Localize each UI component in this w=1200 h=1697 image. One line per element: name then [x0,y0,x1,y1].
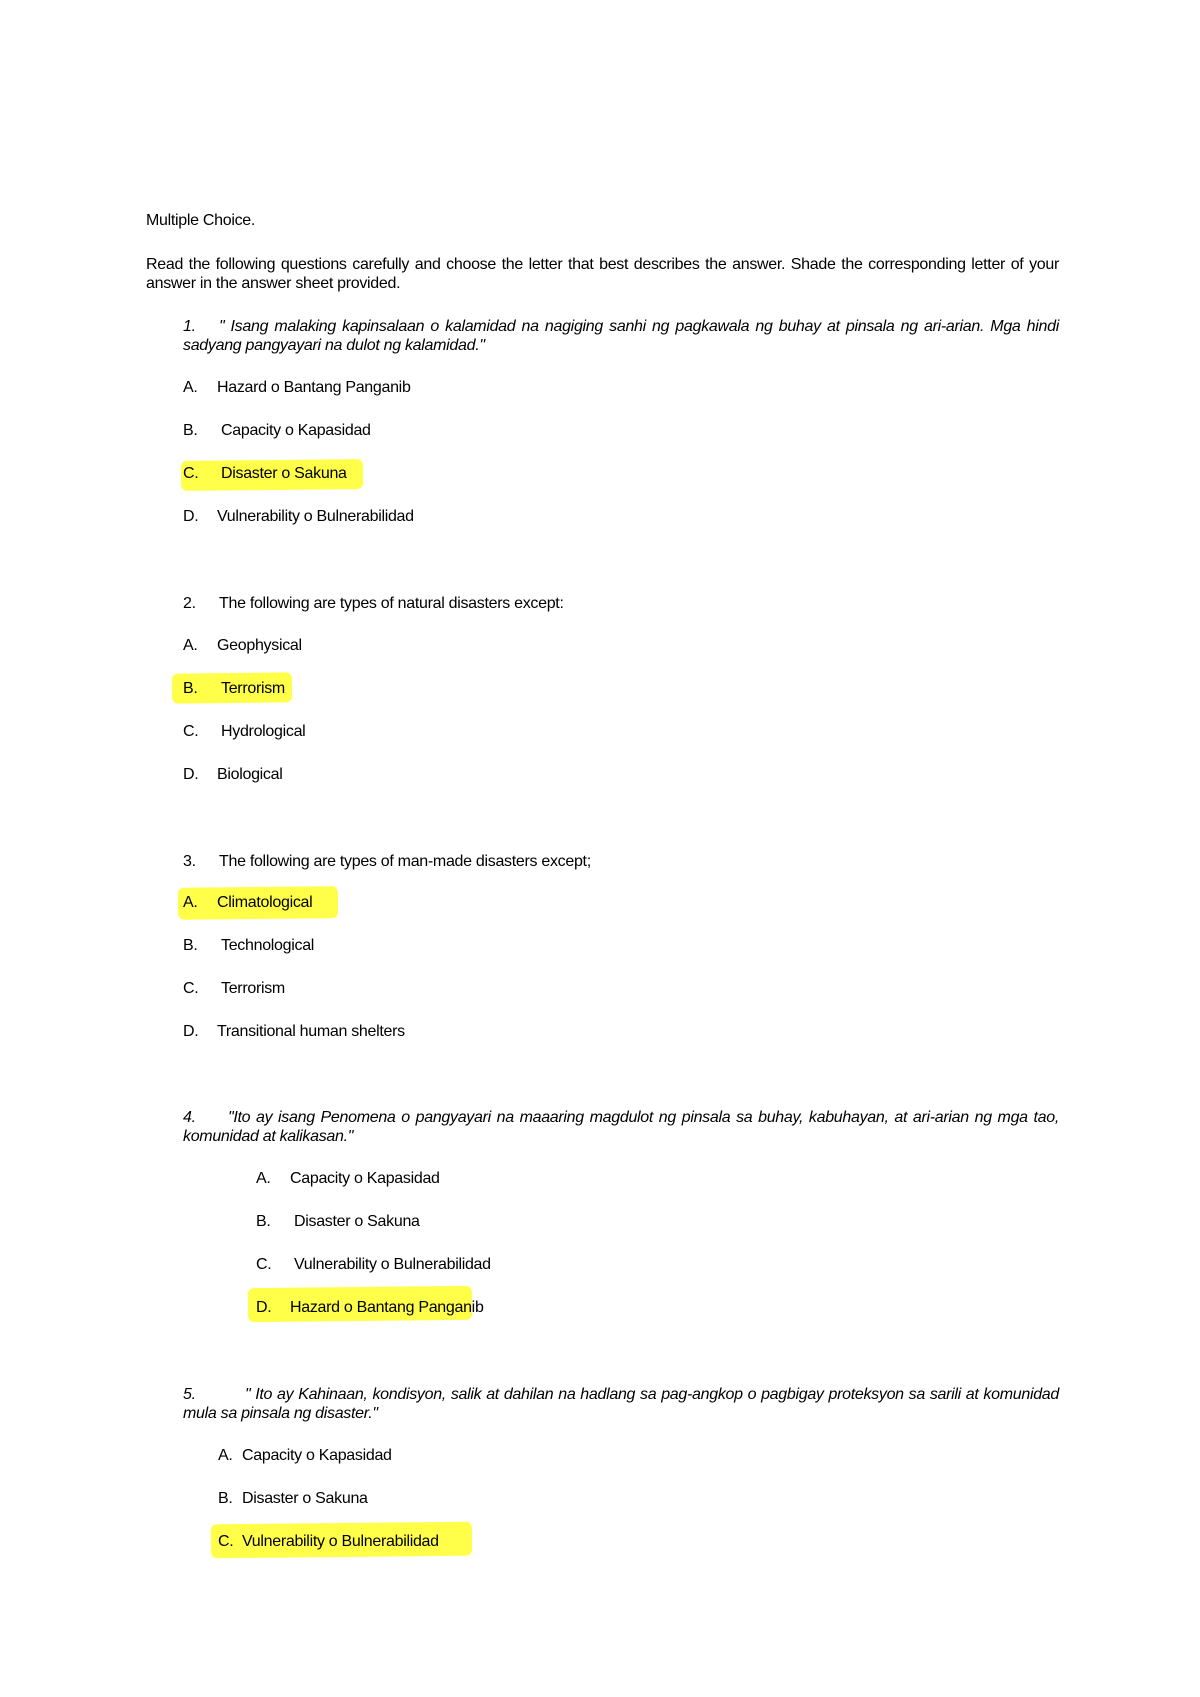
option-letter: A. [183,637,198,654]
question-number: 3. [183,853,196,870]
option-letter: C. [183,980,199,997]
question-text: " Isang malaking kapinsalaan o kalamidad na nagiging sanhi ng pagkawala ng buhay at pinsala ng ari-arian. Mga hindi sadyang pangyayari na dulot ng kalamidad." [183,318,1059,354]
option-letter: D. [183,766,199,783]
option-text: Hydrological [221,723,306,740]
option-letter: D. [183,508,199,525]
option-letter: C. [256,1256,272,1273]
question-number: 4. [183,1109,196,1126]
option-5a[interactable] [218,1447,392,1465]
question-3 [183,852,1059,871]
option-1a[interactable] [183,379,411,397]
option-3b[interactable] [183,937,314,955]
question-2 [183,594,1059,613]
option-text: Transitional human shelters [217,1023,405,1040]
option-1c[interactable] [183,465,347,483]
option-letter: C. [183,465,199,482]
option-5b[interactable] [218,1490,368,1508]
question-5 [183,1385,1059,1423]
option-text: Terrorism [221,980,285,997]
option-1d[interactable] [183,508,414,526]
option-letter: B. [256,1213,271,1230]
document-heading: Multiple Choice. [146,212,256,229]
option-letter: C. [218,1533,234,1550]
question-text: The following are types of natural disasters except: [219,595,564,612]
question-number: 5. [183,1386,196,1403]
option-letter: D. [256,1299,272,1316]
question-text: " Ito ay Kahinaan, kondisyon, salik at dahilan na hadlang sa pag-angkop o pagbigay proteksyon sa sarili at komunidad mula sa pinsala ng disaster." [183,1386,1059,1422]
option-4d[interactable] [256,1299,484,1317]
question-text: The following are types of man-made disasters except; [219,853,591,870]
option-text: Biological [217,766,283,783]
option-4b[interactable] [256,1213,420,1231]
instructions-text: Read the following questions carefully and choose the letter that best describes the answer. Shade the corresponding letter of your answer in the answer sheet provided. [146,256,1059,292]
option-text: Climatological [217,894,313,911]
option-3d[interactable] [183,1023,405,1041]
option-5c[interactable] [218,1533,439,1551]
option-2c[interactable] [183,723,305,741]
question-number: 2. [183,595,196,612]
option-2a[interactable] [183,637,302,655]
option-letter: B. [218,1490,233,1507]
option-letter: B. [183,422,198,439]
option-text: Hazard o Bantang Panganib [217,379,411,396]
option-text: Disaster o Sakuna [242,1490,368,1507]
option-text: Capacity o Kapasidad [242,1447,392,1464]
option-text: Terrorism [221,680,285,697]
option-text: Disaster o Sakuna [294,1213,420,1230]
option-letter: B. [183,937,198,954]
option-letter: C. [183,723,199,740]
option-text: Capacity o Kapasidad [290,1170,440,1187]
option-letter: A. [183,379,198,396]
option-text: Technological [221,937,315,954]
option-text: Capacity o Kapasidad [221,422,371,439]
option-text: Geophysical [217,637,302,654]
question-text: "Ito ay isang Penomena o pangyayari na maaaring magdulot ng pinsala sa buhay, kabuhayan, at ari-arian ng mga tao, komunidad at kalikasan." [183,1109,1059,1145]
question-1 [183,317,1059,355]
option-3a[interactable] [183,894,312,912]
option-text: Disaster o Sakuna [221,465,347,482]
option-4a[interactable] [256,1170,440,1188]
option-2b[interactable] [183,680,285,698]
option-letter: A. [183,894,198,911]
option-4c[interactable] [256,1256,491,1274]
option-letter: A. [256,1170,271,1187]
option-3c[interactable] [183,980,285,998]
option-text: Vulnerability o Bulnerabilidad [294,1256,491,1273]
option-letter: A. [218,1447,233,1464]
option-text: Vulnerability o Bulnerabilidad [217,508,414,525]
option-text: Vulnerability o Bulnerabilidad [242,1533,439,1550]
option-letter: D. [183,1023,199,1040]
option-letter: B. [183,680,198,697]
option-text: Hazard o Bantang Panganib [290,1299,484,1316]
question-4 [183,1108,1059,1146]
question-number: 1. [183,318,196,335]
option-2d[interactable] [183,766,283,784]
option-1b[interactable] [183,422,371,440]
